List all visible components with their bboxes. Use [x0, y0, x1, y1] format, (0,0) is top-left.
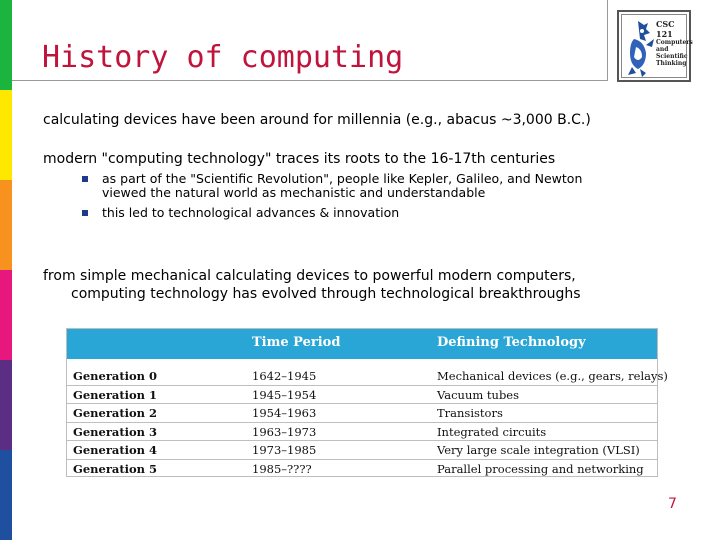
header-defining-technology: Defining Technology [437, 335, 586, 350]
stripe-segment [0, 90, 12, 180]
logo-course-code: CSC 121 [656, 19, 675, 39]
stripe-segment [0, 180, 12, 270]
cell-generation: Generation 3 [73, 424, 158, 439]
table-row [67, 404, 657, 423]
stripe-segment [0, 270, 12, 360]
bullet-marker [82, 176, 88, 182]
bullet-scientific-revolution-line2: viewed the natural world as mechanistic and understandable [102, 185, 486, 200]
stripe-segment [0, 360, 12, 450]
bullet-scientific-revolution-line1: as part of the "Scientific Revolution", people like Kepler, Galileo, and Newton [102, 171, 583, 186]
logo-text [656, 19, 693, 67]
cell-period: 1945–1954 [252, 387, 317, 402]
header-time-period: Time Period [252, 335, 341, 350]
cell-technology: Transistors [437, 406, 503, 420]
logo-line: and [656, 46, 669, 53]
cell-generation: Generation 4 [73, 443, 158, 457]
slide-title: History of computing [42, 40, 404, 75]
cell-generation: Generation 1 [73, 387, 158, 402]
table-row [67, 386, 657, 405]
table-body [67, 367, 668, 478]
paragraph-evolution-line2: computing technology has evolved through technological breakthroughs [71, 286, 581, 302]
cell-technology: Very large scale integration (VLSI) [437, 443, 640, 457]
logo-frame [621, 14, 693, 78]
cell-technology: Vacuum tubes [437, 387, 520, 402]
paragraph-abacus: calculating devices have been around for millennia (e.g., abacus ~3,000 B.C.) [43, 112, 591, 128]
stripe-segment [0, 0, 12, 90]
cell-period: 1973–1985 [252, 443, 317, 457]
cell-generation: Generation 2 [73, 406, 158, 420]
cell-period: 1963–1973 [252, 424, 317, 439]
table-row [67, 460, 657, 479]
logo-line: Scientific [656, 53, 688, 60]
generations-table [66, 328, 668, 477]
cell-period: 1985–???? [252, 461, 312, 476]
table-row [67, 441, 657, 460]
paragraph-evolution-line1: from simple mechanical calculating devices to powerful modern computers, [43, 268, 576, 284]
stripe-segment [0, 450, 12, 540]
cell-period: 1954–1963 [252, 406, 317, 420]
table-header [67, 329, 657, 359]
logo-line: Computers [656, 39, 693, 46]
cell-technology: Integrated circuits [437, 424, 547, 439]
table-row [67, 367, 668, 386]
bullet-marker [82, 210, 88, 216]
paragraph-modern-computing: modern "computing technology" traces its roots to the 16-17th centuries [43, 151, 556, 167]
cell-technology: Parallel processing and networking [437, 461, 644, 476]
bullet-technological-advances: this led to technological advances & innovation [102, 205, 400, 220]
cell-generation: Generation 5 [73, 461, 158, 476]
color-stripe [0, 0, 12, 540]
table-row [67, 423, 657, 442]
cell-technology: Mechanical devices (e.g., gears, relays) [437, 369, 668, 383]
bluejay-mascot-icon [624, 17, 656, 79]
cell-generation: Generation 0 [73, 369, 158, 383]
course-logo [617, 10, 691, 82]
logo-line: Thinking [656, 60, 687, 67]
title-divider-vertical [607, 0, 608, 81]
cell-period: 1642–1945 [252, 369, 317, 383]
title-divider [12, 80, 608, 81]
page-number: 7 [668, 496, 677, 512]
title-area [12, 0, 612, 84]
